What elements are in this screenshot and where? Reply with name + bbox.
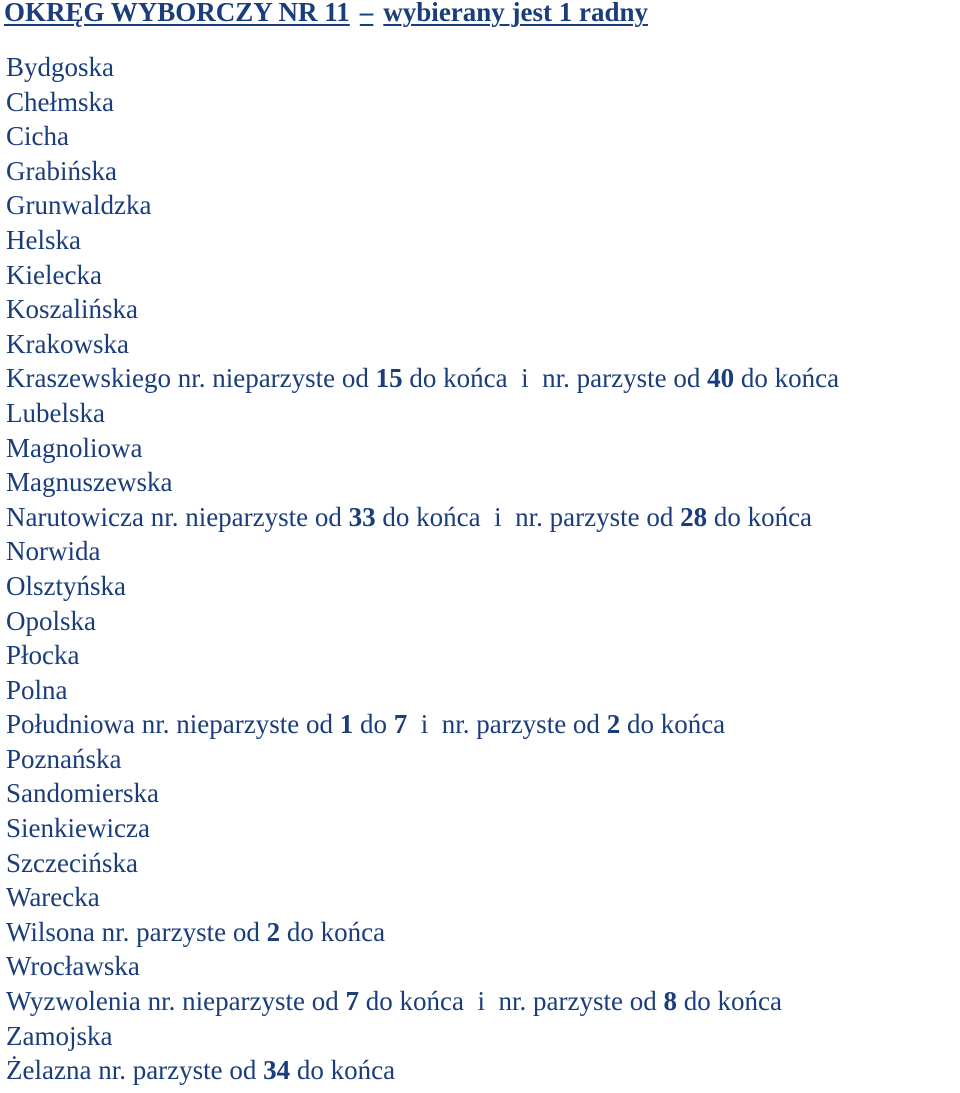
seats-info: wybierany jest 1 radny <box>383 0 649 27</box>
district-title: OKRĘG WYBORCZY NR 11 <box>4 0 350 27</box>
street-row <box>6 880 839 915</box>
street-name: Krakowska <box>6 328 129 359</box>
street-name: Opolska <box>6 605 96 636</box>
street-row <box>6 327 839 362</box>
street-row <box>6 604 839 639</box>
street-name: Szczecińska <box>6 847 138 878</box>
house-number: 7 <box>345 986 360 1017</box>
range-text: nr. nieparzyste od <box>140 986 346 1017</box>
range-text: do końca <box>290 1055 396 1086</box>
district-header <box>4 0 648 30</box>
house-number-range <box>171 363 839 393</box>
house-number: 2 <box>266 916 281 947</box>
street-row <box>6 915 839 950</box>
house-number: 40 <box>707 363 735 394</box>
street-name: Magnuszewska <box>6 467 173 498</box>
house-number-range <box>135 709 725 739</box>
house-number: 28 <box>680 501 708 532</box>
street-row <box>6 742 839 777</box>
house-number: 7 <box>393 709 408 740</box>
street-name: Norwida <box>6 536 101 567</box>
house-number-range <box>141 986 782 1016</box>
street-row <box>6 292 839 327</box>
street-name: Grunwaldzka <box>6 190 152 221</box>
house-number: 33 <box>348 501 376 532</box>
street-row <box>6 949 839 984</box>
house-number: 8 <box>663 986 677 1017</box>
street-row <box>6 396 839 431</box>
range-text: do końca i nr. parzyste od <box>375 501 681 532</box>
range-text: do <box>353 709 394 740</box>
street-row <box>6 500 839 535</box>
street-name: Magnoliowa <box>6 432 143 463</box>
street-name: Wyzwolenia <box>6 986 141 1017</box>
street-row <box>6 1019 839 1054</box>
street-row <box>6 984 839 1019</box>
range-text: do końca <box>280 916 386 947</box>
street-row <box>6 223 839 258</box>
house-number-range <box>95 917 385 947</box>
street-row <box>6 811 839 846</box>
street-row <box>6 707 839 742</box>
house-number-range <box>144 502 812 532</box>
street-name: Południowa <box>6 709 136 740</box>
street-name: Wilsona <box>6 916 95 947</box>
street-name: Zamojska <box>6 1020 113 1051</box>
range-text: nr. parzyste od <box>91 1055 264 1086</box>
range-text: nr. nieparzyste od <box>170 363 376 394</box>
street-name: Narutowicza <box>6 501 144 532</box>
street-row <box>6 361 839 396</box>
house-number: 2 <box>606 709 621 740</box>
street-name: Helska <box>6 224 81 255</box>
street-row <box>6 673 839 708</box>
street-name: Poznańska <box>6 743 122 774</box>
street-name: Bydgoska <box>6 52 114 82</box>
house-number: 34 <box>263 1055 291 1086</box>
street-name: Koszalińska <box>6 294 138 325</box>
street-name: Płocka <box>6 640 80 671</box>
house-number-range <box>91 1055 395 1085</box>
street-name: Cicha <box>6 121 69 152</box>
street-name: Grabińska <box>6 155 117 186</box>
street-name: Kielecka <box>6 259 102 290</box>
street-row <box>6 85 839 120</box>
street-row <box>6 534 839 569</box>
street-name: Olsztyńska <box>6 570 126 601</box>
street-name: Kraszewskiego <box>6 363 171 394</box>
house-number: 1 <box>339 709 354 740</box>
range-text: nr. nieparzyste od <box>143 501 349 532</box>
header-dash: – <box>359 0 374 27</box>
range-text: do końca <box>676 986 782 1017</box>
range-text: nr. nieparzyste od <box>135 709 340 740</box>
street-row <box>6 569 839 604</box>
range-text: do końca i nr. parzyste od <box>359 986 664 1017</box>
street-row <box>6 50 839 85</box>
street-row <box>6 1053 839 1088</box>
range-text: do końca i nr. parzyste od <box>402 363 708 394</box>
street-row <box>6 188 839 223</box>
street-row <box>6 776 839 811</box>
street-list <box>6 50 839 1088</box>
street-name: Żelazna <box>6 1055 92 1086</box>
street-name: Warecka <box>6 882 100 913</box>
street-name: Sandomierska <box>6 778 159 809</box>
range-text: do końca <box>734 363 840 394</box>
street-row <box>6 258 839 293</box>
street-name: Sienkiewicza <box>6 813 150 844</box>
street-name: Lubelska <box>6 397 105 428</box>
street-row <box>6 431 839 466</box>
range-text: do końca <box>707 501 813 532</box>
street-name: Polna <box>6 674 68 705</box>
street-row <box>6 154 839 189</box>
street-name: Chełmska <box>6 86 114 117</box>
street-name: Wrocławska <box>6 951 140 982</box>
range-text: i nr. parzyste od <box>407 709 607 740</box>
range-text: do końca <box>620 709 726 740</box>
street-row <box>6 119 839 154</box>
street-row <box>6 846 839 881</box>
range-text: nr. parzyste od <box>94 916 267 947</box>
house-number: 15 <box>375 363 403 394</box>
street-row <box>6 465 839 500</box>
street-row <box>6 638 839 673</box>
